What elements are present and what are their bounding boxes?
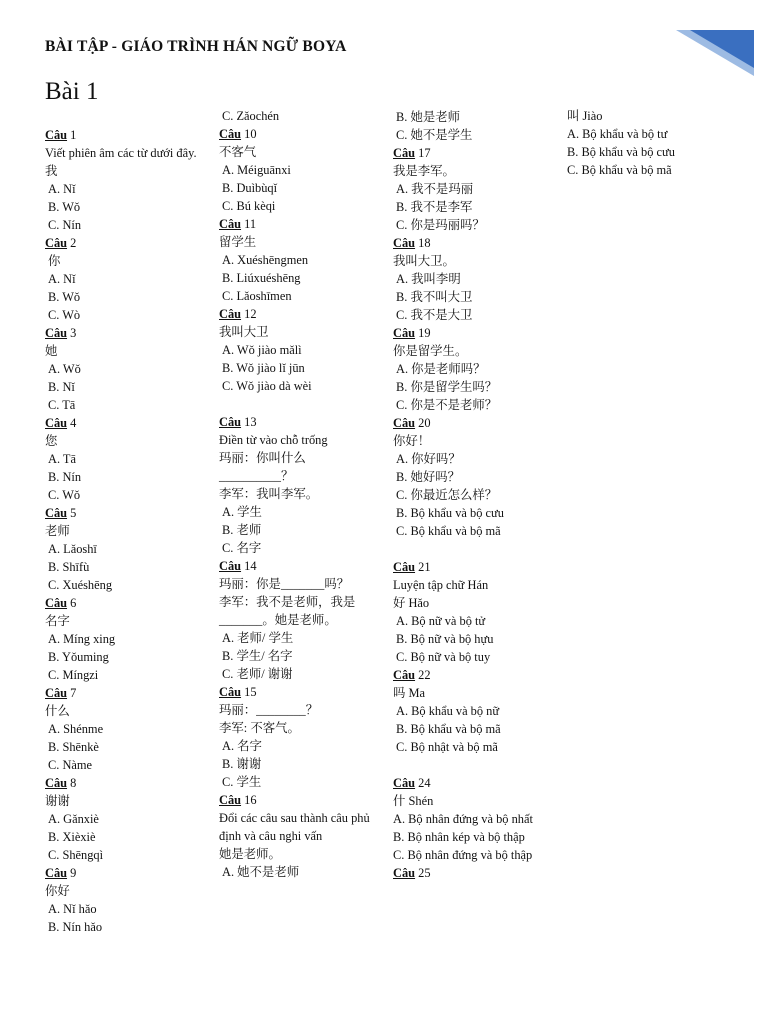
answer-option: A. Wǒ: [48, 362, 81, 376]
question-label: Câu: [393, 146, 416, 160]
answer-option: C. Bú kèqi: [222, 199, 276, 213]
question-text: 李军：我叫李军。: [219, 487, 319, 501]
answer-option: C. 老师/ 谢谢: [222, 667, 293, 681]
question-label: Câu: [45, 596, 68, 610]
answer-option: A. Míng xing: [48, 632, 116, 646]
question-text: 她是老师。: [219, 847, 281, 861]
answer-option: C. Xuéshēng: [48, 578, 113, 592]
question-text: C. Bộ khẩu và bộ mã: [567, 163, 672, 177]
question-number: 25: [418, 866, 431, 880]
answer-option: A. 你是老师吗？: [396, 362, 486, 376]
answer-option: A. Bộ khẩu và bộ nữ: [396, 704, 500, 718]
spacer: [219, 395, 389, 413]
answer-option: B. Bộ nữ và bộ hựu: [396, 632, 494, 646]
question-label: Câu: [45, 416, 68, 430]
question-heading: [45, 414, 215, 432]
question-text: 名字: [45, 614, 70, 628]
question-number: 12: [244, 307, 257, 321]
question-text: _______。她是老师。: [219, 613, 337, 627]
spacer: [393, 756, 563, 774]
answer-option: B. Nǐ: [48, 380, 75, 394]
answer-option: B. 我不是李军: [396, 200, 473, 214]
question-text: 我是李军。: [393, 164, 455, 178]
column-2: [219, 107, 389, 881]
question-text: 玛丽：你叫什么: [219, 451, 306, 465]
question-label: Câu: [393, 560, 416, 574]
question-label: Câu: [219, 559, 242, 573]
question-label: Câu: [219, 685, 242, 699]
question-number: 20: [418, 416, 431, 430]
answer-option: C. Bộ khẩu và bộ mã: [396, 524, 501, 538]
answer-option: 你: [48, 254, 61, 268]
answer-option: C. 学生: [222, 775, 262, 789]
answer-option: B. Nín hǎo: [48, 920, 103, 934]
answer-option: C. 你是不是老师？: [396, 398, 498, 412]
question-text: Đổi các câu sau thành câu phủ: [219, 811, 370, 825]
answer-option: A. 老师/ 学生: [222, 631, 294, 645]
question-text: 她: [45, 344, 58, 358]
answer-option: A. 我叫李明: [396, 272, 461, 286]
question-label: Câu: [219, 127, 242, 141]
question-number: 8: [70, 776, 77, 790]
answer-option: B. Wǒ: [48, 200, 81, 214]
answer-option: B. 她好吗？: [396, 470, 461, 484]
question-text: 留学生: [219, 235, 257, 249]
question-label: Câu: [45, 326, 68, 340]
question-text: 你好！: [393, 434, 431, 448]
answer-option: B. Bộ khẩu và bộ mã: [396, 722, 501, 736]
answer-option: B. 学生/ 名字: [222, 649, 293, 663]
question-heading: [45, 504, 215, 522]
question-label: Câu: [219, 217, 242, 231]
answer-option: A. Gǎnxiè: [48, 812, 99, 826]
question-heading: [393, 666, 563, 684]
answer-option: C. 名字: [222, 541, 262, 555]
answer-option: B. 我不叫大卫: [396, 290, 473, 304]
answer-option: C. 我不是大卫: [396, 308, 473, 322]
question-heading: [45, 774, 215, 792]
question-text: 叫 Jiào: [567, 109, 603, 123]
question-number: 11: [244, 217, 257, 231]
question-label: Câu: [393, 776, 416, 790]
question-text: Luyện tập chữ Hán: [393, 578, 489, 592]
question-label: Câu: [45, 686, 68, 700]
question-text: 谢谢: [45, 794, 70, 808]
answer-option: A. Xuéshēngmen: [222, 253, 309, 267]
question-text: 不客气: [219, 145, 257, 159]
question-text: A. Bộ khẩu và bộ tư: [567, 127, 668, 141]
answer-option: C. 你是玛丽吗？: [396, 218, 485, 232]
question-number: 3: [70, 326, 77, 340]
question-label: Câu: [393, 326, 416, 340]
answer-option: A. Méiguānxi: [222, 163, 291, 177]
question-number: 18: [418, 236, 431, 250]
question-heading: [219, 557, 389, 575]
question-label: Câu: [393, 668, 416, 682]
answer-option: A. 你好吗？: [396, 452, 461, 466]
answer-option: C. Nàme: [48, 758, 93, 772]
question-heading: [219, 683, 389, 701]
answer-option: B. 她是老师: [396, 110, 461, 124]
answer-option: C. 她不是学生: [396, 128, 473, 142]
question-number: 17: [418, 146, 431, 160]
question-heading: [393, 558, 563, 576]
question-number: 10: [244, 127, 257, 141]
question-label: Câu: [45, 128, 68, 142]
column-3: [393, 108, 563, 882]
answer-option: A. Shénme: [48, 722, 104, 736]
question-heading: [219, 791, 389, 809]
question-label: Câu: [393, 416, 416, 430]
answer-option: C. Shēngqì: [48, 848, 104, 862]
question-number: 22: [418, 668, 431, 682]
question-number: 1: [70, 128, 77, 142]
answer-option: C. Nín: [48, 218, 82, 232]
question-text: Viết phiên âm các từ dưới đây.: [45, 146, 197, 160]
question-heading: [45, 126, 215, 144]
question-heading: [45, 324, 215, 342]
question-heading: [219, 215, 389, 233]
question-text: 李军: 不客气。: [219, 721, 300, 735]
column-1: [45, 126, 215, 936]
answer-option: A. 我不是玛丽: [396, 182, 474, 196]
question-number: 9: [70, 866, 77, 880]
answer-option: C. Míngzi: [48, 668, 99, 682]
question-label: Câu: [219, 415, 242, 429]
answer-option: B. Yǒuming: [48, 650, 109, 664]
spacer: [393, 540, 563, 558]
question-text: 你好: [45, 884, 70, 898]
answer-option: B. Xièxiè: [48, 830, 96, 844]
question-label: Câu: [45, 506, 68, 520]
question-number: 15: [244, 685, 257, 699]
question-text: __________？: [219, 469, 294, 483]
answer-option: A. Nǐ hǎo: [48, 902, 97, 916]
question-text: 我: [45, 164, 58, 178]
question-label: Câu: [219, 307, 242, 321]
question-text: 吗 Ma: [393, 686, 426, 700]
answer-option: B. Shēnkè: [48, 740, 99, 754]
question-label: Câu: [393, 866, 416, 880]
question-text: 我叫大卫。: [393, 254, 455, 268]
question-text: 你是留学生。: [393, 344, 468, 358]
question-label: Câu: [45, 866, 68, 880]
question-heading: [219, 413, 389, 431]
question-heading: [219, 305, 389, 323]
question-heading: [393, 234, 563, 252]
question-text: 什 Shén: [393, 794, 434, 808]
question-text: C. Bộ nhân đứng và bộ thập: [393, 848, 533, 862]
answer-option: B. 老师: [222, 523, 262, 537]
column-4: [567, 107, 737, 179]
question-number: 13: [244, 415, 257, 429]
answer-option: A. Nǐ: [48, 272, 76, 286]
answer-option: C. Wǒ: [48, 488, 81, 502]
question-number: 19: [418, 326, 431, 340]
answer-option: C. Zǎochén: [222, 109, 280, 123]
question-text: B. Bộ nhân kép và bộ thập: [393, 830, 525, 844]
question-number: 16: [244, 793, 257, 807]
answer-option: B. Bộ khẩu và bộ cưu: [396, 506, 504, 520]
answer-option: C. Bộ nhật và bộ mã: [396, 740, 498, 754]
question-number: 4: [70, 416, 77, 430]
question-text: 玛丽：你是_______吗？: [219, 577, 350, 591]
question-text: 李军：我不是老师，我是: [219, 595, 356, 609]
question-heading: [45, 684, 215, 702]
question-heading: [45, 234, 215, 252]
answer-option: B. Liúxuéshēng: [222, 271, 301, 285]
question-label: Câu: [219, 793, 242, 807]
question-text: 您: [45, 434, 58, 448]
answer-option: A. Wǒ jiào mǎlì: [222, 343, 302, 357]
question-heading: [393, 324, 563, 342]
question-text: định và câu nghi vấn: [219, 829, 323, 843]
lesson-title: Bài 1: [45, 78, 99, 105]
question-heading: [393, 144, 563, 162]
question-heading: [45, 594, 215, 612]
question-text: A. Bộ nhân đứng và bộ nhất: [393, 812, 533, 826]
question-number: 7: [70, 686, 77, 700]
question-text: 我叫大卫: [219, 325, 269, 339]
question-number: 21: [418, 560, 431, 574]
question-text: 老师: [45, 524, 70, 538]
answer-option: B. Duìbùqǐ: [222, 181, 278, 195]
answer-option: C. 你最近怎么样？: [396, 488, 498, 502]
question-label: Câu: [45, 236, 68, 250]
document-title: BÀI TẬP - GIÁO TRÌNH HÁN NGỮ BOYA: [45, 38, 347, 55]
question-number: 5: [70, 506, 77, 520]
question-heading: [45, 864, 215, 882]
answer-option: A. Lǎoshī: [48, 542, 97, 556]
answer-option: A. 她不是老师: [222, 865, 300, 879]
question-number: 2: [70, 236, 77, 250]
answer-option: A. Bộ nữ và bộ tử: [396, 614, 486, 628]
question-text: 玛丽：________？: [219, 703, 319, 717]
question-heading: [219, 125, 389, 143]
answer-option: A. 学生: [222, 505, 262, 519]
answer-option: C. Bộ nữ và bộ tuy: [396, 650, 491, 664]
answer-option: B. Wǒ: [48, 290, 81, 304]
question-number: 24: [418, 776, 431, 790]
question-text: B. Bộ khẩu và bộ cưu: [567, 145, 675, 159]
answer-option: A. 名字: [222, 739, 262, 753]
answer-option: A. Tā: [48, 452, 76, 466]
answer-option: C. Lǎoshīmen: [222, 289, 292, 303]
question-label: Câu: [393, 236, 416, 250]
answer-option: C. Tā: [48, 398, 76, 412]
answer-option: B. Nín: [48, 470, 82, 484]
question-number: 14: [244, 559, 257, 573]
question-heading: [393, 774, 563, 792]
answer-option: B. 你是留学生吗？: [396, 380, 498, 394]
answer-option: B. Wǒ jiào lǐ jūn: [222, 361, 305, 375]
answer-option: A. Nǐ: [48, 182, 76, 196]
question-label: Câu: [45, 776, 68, 790]
question-text: 什么: [45, 704, 70, 718]
answer-option: B. 谢谢: [222, 757, 262, 771]
question-text: Điền từ vào chỗ trống: [219, 433, 328, 447]
question-number: 6: [70, 596, 77, 610]
answer-option: C. Wò: [48, 308, 81, 322]
question-heading: [393, 864, 563, 882]
corner-decoration: [676, 30, 754, 76]
answer-option: C. Wǒ jiào dà wèi: [222, 379, 312, 393]
answer-option: B. Shīfù: [48, 560, 90, 574]
question-text: 好 Hǎo: [393, 596, 430, 610]
question-heading: [393, 414, 563, 432]
